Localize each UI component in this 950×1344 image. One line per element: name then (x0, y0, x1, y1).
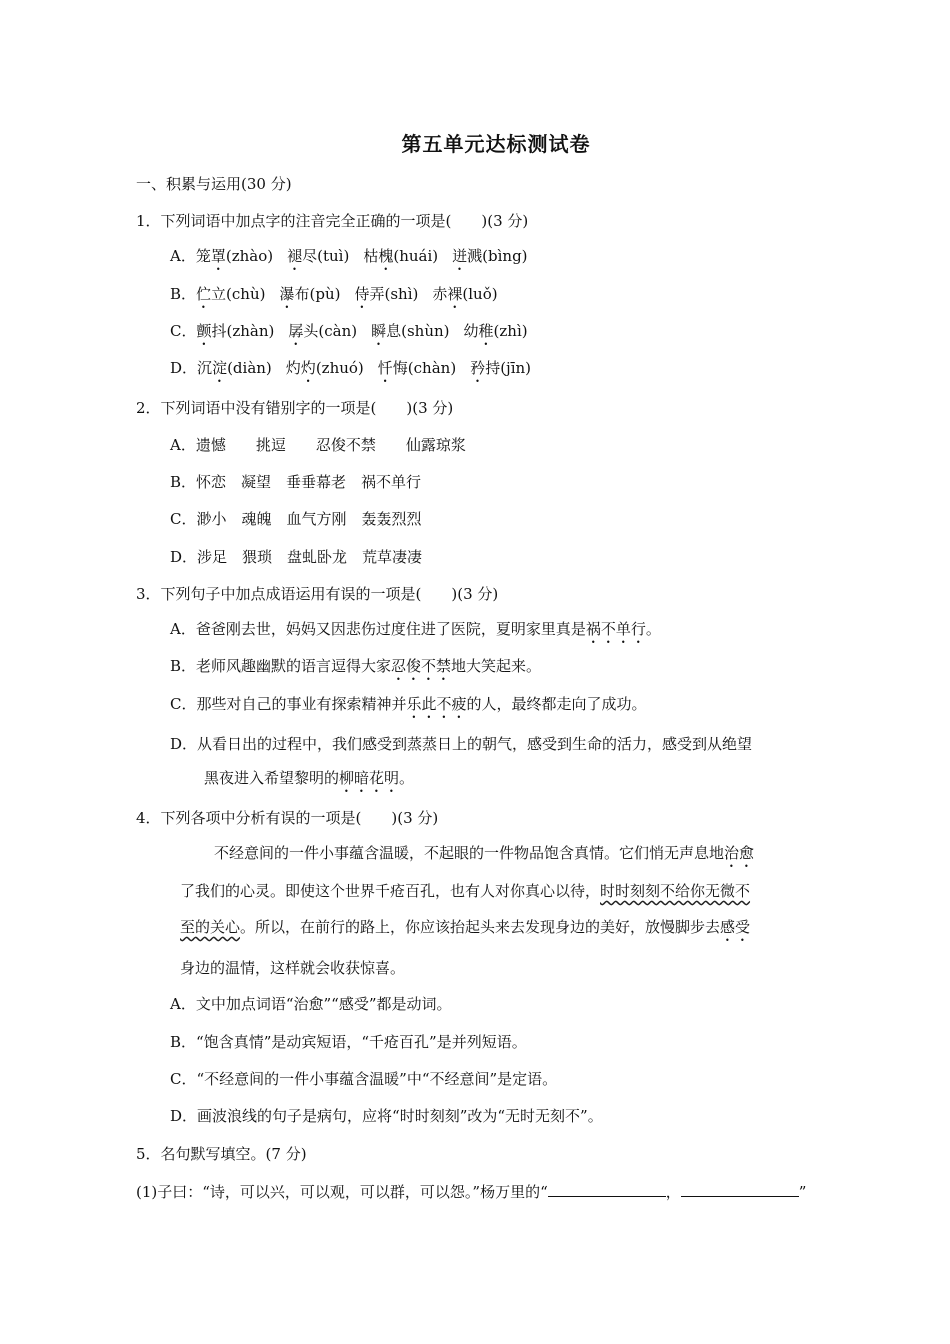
answer-blank-2[interactable] (681, 1182, 799, 1197)
word-part: 灼 (285, 359, 301, 377)
option-text-end: 地大笑起来。 (451, 657, 542, 675)
wavy-sentence-part-2: 至的关心 (180, 918, 241, 936)
passage-text: 不经意间的一件小事蕴含温暖，不起眼的一件物品饱含真情。它们悄无声息地 (214, 844, 725, 862)
passage-line-2 (180, 880, 750, 902)
pinyin-word (432, 285, 497, 303)
dotted-character: 灼 (300, 359, 316, 377)
option-text: A．爸爸刚去世，妈妈又因悲伤过度住进了医院，夏明家里真是 (170, 620, 586, 638)
dotted-character: 瀑 (279, 285, 295, 303)
pinyin-word (196, 285, 265, 303)
dotted-idiom: 祸不单行 (585, 620, 646, 638)
pinyin-word (470, 359, 531, 377)
word-part: 幼 (463, 322, 479, 340)
word-part: 悔(chàn) (392, 359, 457, 377)
question-3-option-d-line2 (204, 767, 414, 796)
answer-blank-1[interactable] (548, 1182, 666, 1197)
word-part: 尽(tuì) (302, 247, 350, 265)
dotted-character: 瞬 (371, 322, 387, 340)
option-text-end: 的人，最终都走向了成功。 (466, 695, 647, 713)
question-4-option-c: C．“不经意间的一件小事蕴含温暖”中“不经意间”是定语。 (170, 1070, 558, 1088)
item-quote-close: ” (798, 1183, 807, 1201)
dotted-character: 忏 (377, 359, 393, 377)
passage-text: 。所以，在前行的路上，你应该抬起头来去发现身边的美好，放慢脚步去 (240, 918, 721, 936)
question-1-option-c (170, 320, 528, 349)
option-label: A． (170, 247, 196, 265)
dotted-character: 裸 (447, 285, 463, 303)
pinyin-word (279, 285, 340, 303)
pinyin-word (288, 322, 357, 340)
question-2-option-a: A．遗憾 挑逗 忍俊不禁 仙露琼浆 (170, 436, 466, 454)
pinyin-word (196, 322, 274, 340)
page-title: 第五单元达标测试卷 (401, 132, 591, 156)
word-part: (luǒ) (462, 285, 498, 303)
pinyin-word (363, 247, 438, 265)
word-part: (zhì) (493, 322, 528, 340)
question-3-option-d-line1: D．从看日出的过程中，我们感受到蒸蒸日上的朝气，感受到生命的活力，感受到从绝望 (170, 735, 753, 753)
question-4-option-d: D．画波浪线的句子是病句，应将“时时刻刻”改为“无时无刻不”。 (170, 1107, 603, 1125)
option-label: D． (170, 359, 198, 377)
option-text-end: 。 (399, 769, 415, 787)
dotted-character: 孱 (288, 322, 304, 340)
dotted-idiom: 忍俊不禁 (391, 657, 452, 675)
word-part: 布(pù) (294, 285, 341, 303)
word-part: (zhào) (225, 247, 274, 265)
word-part: 溅(bìng) (467, 247, 528, 265)
dotted-character: 迸 (452, 247, 468, 265)
dotted-idiom: 乐此不疲 (406, 695, 467, 713)
question-2-option-d: D．涉足 猥琐 盘虬卧龙 荒草凄凄 (170, 548, 423, 566)
passage-line-1 (214, 842, 754, 871)
question-1-option-a (170, 245, 528, 274)
question-2-option-c: C．渺小 魂魄 血气方刚 轰轰烈烈 (170, 510, 422, 528)
question-3-option-a (170, 618, 661, 647)
question-1-option-b (170, 283, 498, 312)
dotted-character: 褪 (287, 247, 303, 265)
dotted-character: 罩 (210, 247, 226, 265)
question-1-stem: 1．下列词语中加点字的注音完全正确的一项是( )(3 分) (136, 212, 529, 230)
option-label: B． (170, 285, 197, 303)
dotted-character: 稚 (478, 322, 494, 340)
pinyin-word (197, 359, 272, 377)
passage-text: 了我们的心灵。即使这个世界千疮百孔，也有人对你真心以待， (180, 882, 601, 900)
pinyin-word (354, 285, 418, 303)
item-text: (1)子曰：“诗，可以兴，可以观，可以群，可以怨。”杨万里的“ (136, 1183, 548, 1201)
dotted-character: 伫 (196, 285, 212, 303)
question-3-option-c (170, 693, 647, 722)
passage-line-3 (180, 916, 750, 945)
word-part: 立(chù) (211, 285, 266, 303)
dotted-character: 颤 (196, 322, 212, 340)
word-part: 枯 (363, 247, 379, 265)
word-part: 头(càn) (303, 322, 358, 340)
question-4-stem: 4．下列各项中分析有误的一项是( )(3 分) (136, 809, 439, 827)
passage-line-4: 身边的温情，这样就会收获惊喜。 (180, 959, 406, 977)
option-text: C．那些对自己的事业有探索精神并 (170, 695, 407, 713)
word-part: (diàn) (227, 359, 272, 377)
word-part: 弄(shì) (369, 285, 419, 303)
question-1-option-d (170, 357, 531, 386)
word-part: 持(jīn) (485, 359, 532, 377)
dotted-character: 槐 (378, 247, 394, 265)
question-2-stem: 2．下列词语中没有错别字的一项是( )(3 分) (136, 399, 454, 417)
pinyin-word (286, 359, 364, 377)
word-part: 抖(zhàn) (211, 322, 275, 340)
dotted-word-ganshou: 感受 (720, 918, 751, 936)
option-text: B．老师风趣幽默的语言逗得大家 (170, 657, 392, 675)
pinyin-word (464, 322, 528, 340)
pinyin-word (452, 247, 527, 265)
dotted-character: 侍 (354, 285, 370, 303)
pinyin-word (371, 322, 449, 340)
word-part: (zhuó) (315, 359, 364, 377)
option-text: 黑夜进入希望黎明的 (204, 769, 340, 787)
option-text-end: 。 (645, 620, 661, 638)
pinyin-word (196, 247, 273, 265)
wavy-sentence-part-1: 时时刻刻不给你无微不 (600, 882, 751, 900)
word-part: 笼 (195, 247, 211, 265)
word-part: 息(shùn) (386, 322, 450, 340)
dotted-word-zhiyu: 治愈 (724, 844, 755, 862)
question-2-option-b: B．怀恋 凝望 垂垂幕老 祸不单行 (170, 473, 422, 491)
question-5-item-1 (136, 1181, 806, 1203)
question-4-option-b: B．“饱含真情”是动宾短语，“千疮百孔”是并列短语。 (170, 1033, 527, 1051)
question-5-stem: 5．名句默写填空。(7 分) (136, 1145, 307, 1163)
dotted-idiom: 柳暗花明 (339, 769, 400, 787)
word-part: 赤 (432, 285, 448, 303)
question-4-option-a: A．文中加点词语“治愈”“感受”都是动词。 (170, 995, 452, 1013)
section-heading-1: 一、积累与运用(30 分) (136, 175, 292, 193)
option-label: C． (170, 322, 197, 340)
question-3-stem: 3．下列句子中加点成语运用有误的一项是( )(3 分) (136, 585, 499, 603)
pinyin-word (287, 247, 349, 265)
pinyin-word (378, 359, 456, 377)
dotted-character: 淀 (212, 359, 228, 377)
item-comma: ， (665, 1183, 681, 1201)
question-3-option-b (170, 655, 541, 684)
dotted-character: 矜 (470, 359, 486, 377)
word-part: 沉 (197, 359, 213, 377)
word-part: (huái) (393, 247, 439, 265)
